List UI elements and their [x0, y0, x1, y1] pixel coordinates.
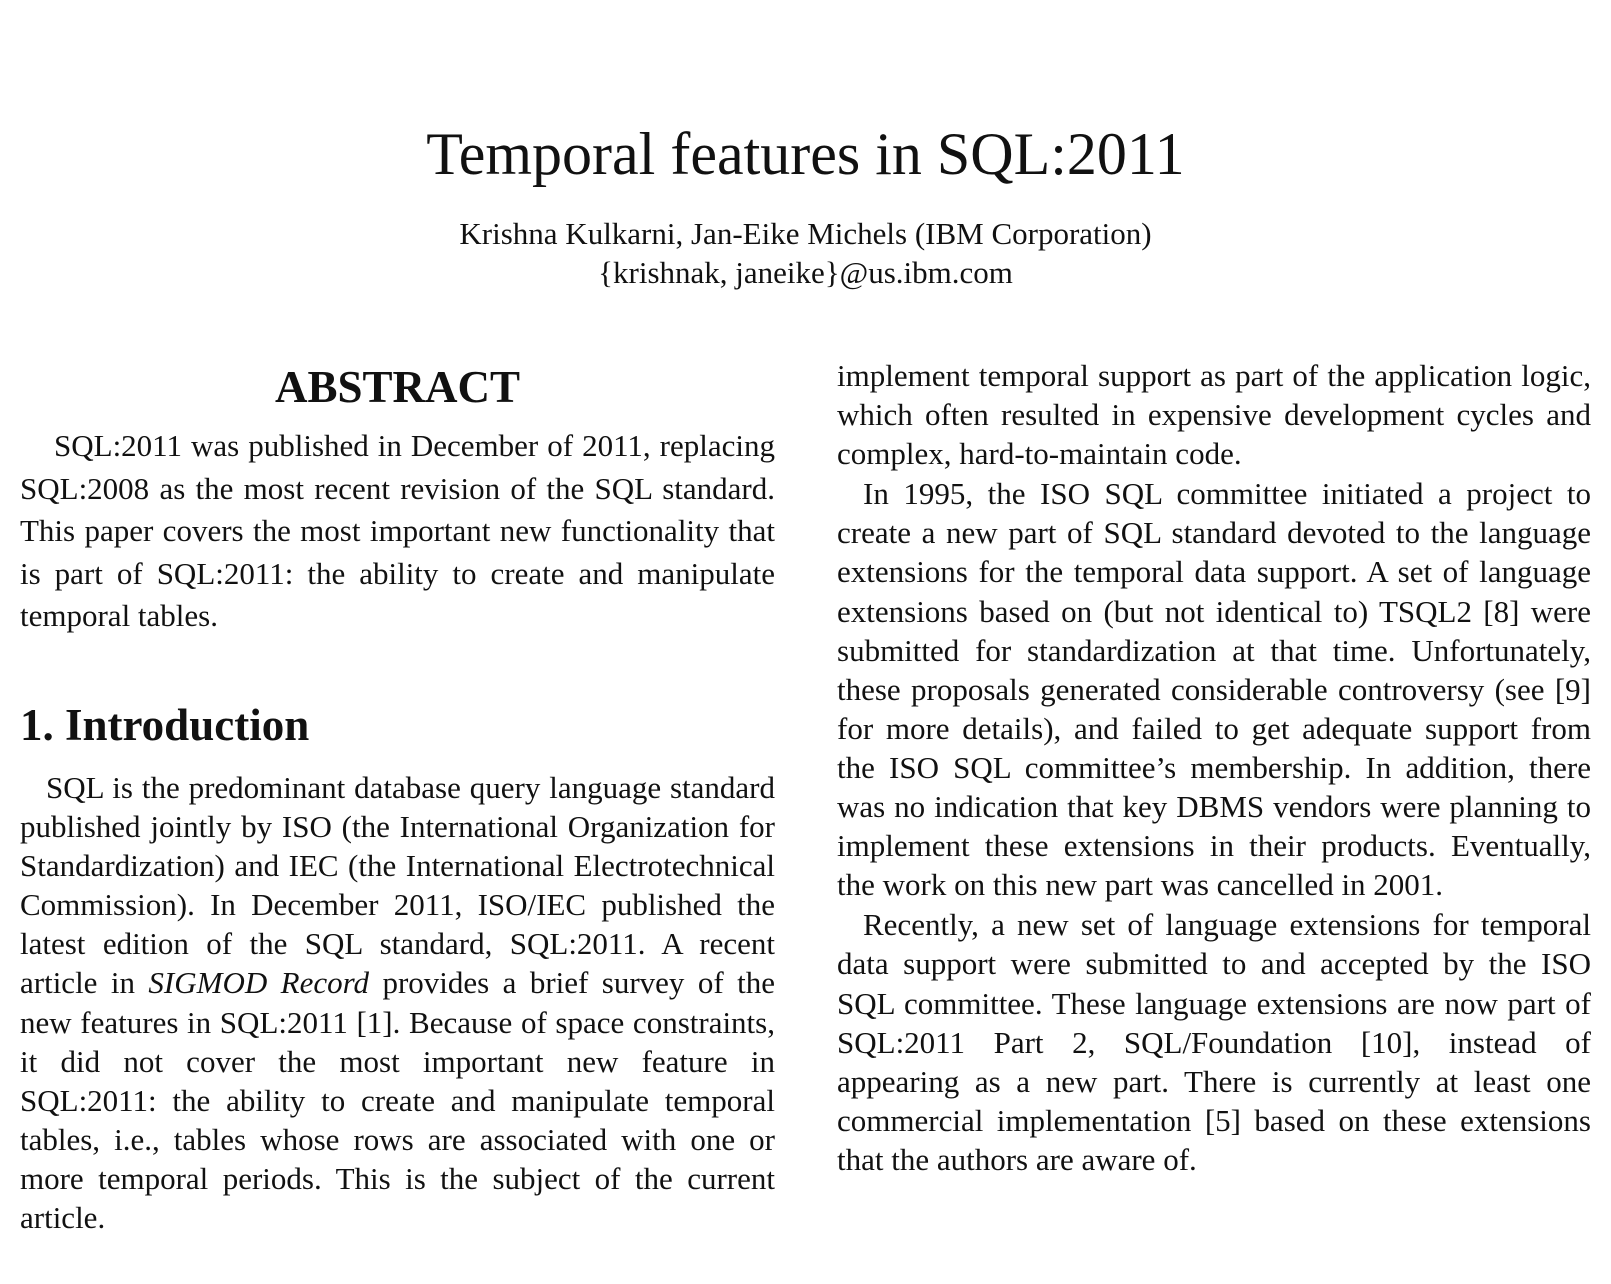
- right-column: [837, 356, 1591, 1179]
- author-block: [0, 214, 1611, 292]
- paper-title: Temporal features in SQL:2011: [426, 121, 1185, 187]
- introduction-heading: 1. Introduction: [20, 700, 310, 750]
- introduction-body: [20, 768, 775, 1237]
- journal-name: SIGMOD Record: [148, 965, 370, 1001]
- abstract-heading: ABSTRACT: [274, 362, 521, 412]
- right-paragraph-3: Recently, a new set of language extensions for temporal data support were submitted to and accepted by the ISO SQL committee. These language extensions are now part of SQL:2011 Part 2, SQL/Foundation [10], instead of appearing as a new part. There is currently at least one commercial implementation [5] based on these extensions that the authors are aware of.: [837, 907, 1591, 1177]
- introduction-text-part2: provides a brief survey of the new features in SQL:2011 [1]. Because of space constraints, it did not cover the most important new feature in SQL:2011: the ability to create and manipulate temporal tables, i.e., tables whose rows are associated with one or more temporal periods. This is the subject of the current article.: [20, 965, 775, 1236]
- right-paragraph-1: implement temporal support as part of the application logic, which often resulted in expensive development cycles and complex, hard-to-maintain code.: [837, 358, 1591, 472]
- introduction-text-part1: SQL is the predominant database query language standard published jointly by ISO (the International Organization for Standardization) and IEC (the International Electrotechnical Commission). In December 2011, ISO/IEC published the latest edition of the SQL standard, SQL:2011. A recent article in: [20, 770, 775, 1001]
- right-paragraph-2: In 1995, the ISO SQL committee initiated a project to create a new part of SQL standard devoted to the language extensions for the temporal data support. A set of language extensions based on (but not identical to) TSQL2 [8] were submitted for standardization at that time. Unfortunately, these proposals generated considerable controversy (see [9] for more details), and failed to get adequate support from the ISO SQL committee’s membership. In addition, there was no indication that key DBMS vendors were planning to implement these extensions in their products. Eventually, the work on this new part was cancelled in 2001.: [837, 476, 1591, 903]
- author-emails: {krishnak, janeike}@us.ibm.com: [598, 255, 1013, 290]
- abstract-body: SQL:2011 was published in December of 2011, replacing SQL:2008 as the most recent revision of the SQL standard. This paper covers the most important new functionality that is part of SQL:2011: the ability to create and manipulate temporal tables.: [20, 428, 775, 633]
- author-names: Krishna Kulkarni, Jan-Eike Michels (IBM Corporation): [459, 216, 1152, 251]
